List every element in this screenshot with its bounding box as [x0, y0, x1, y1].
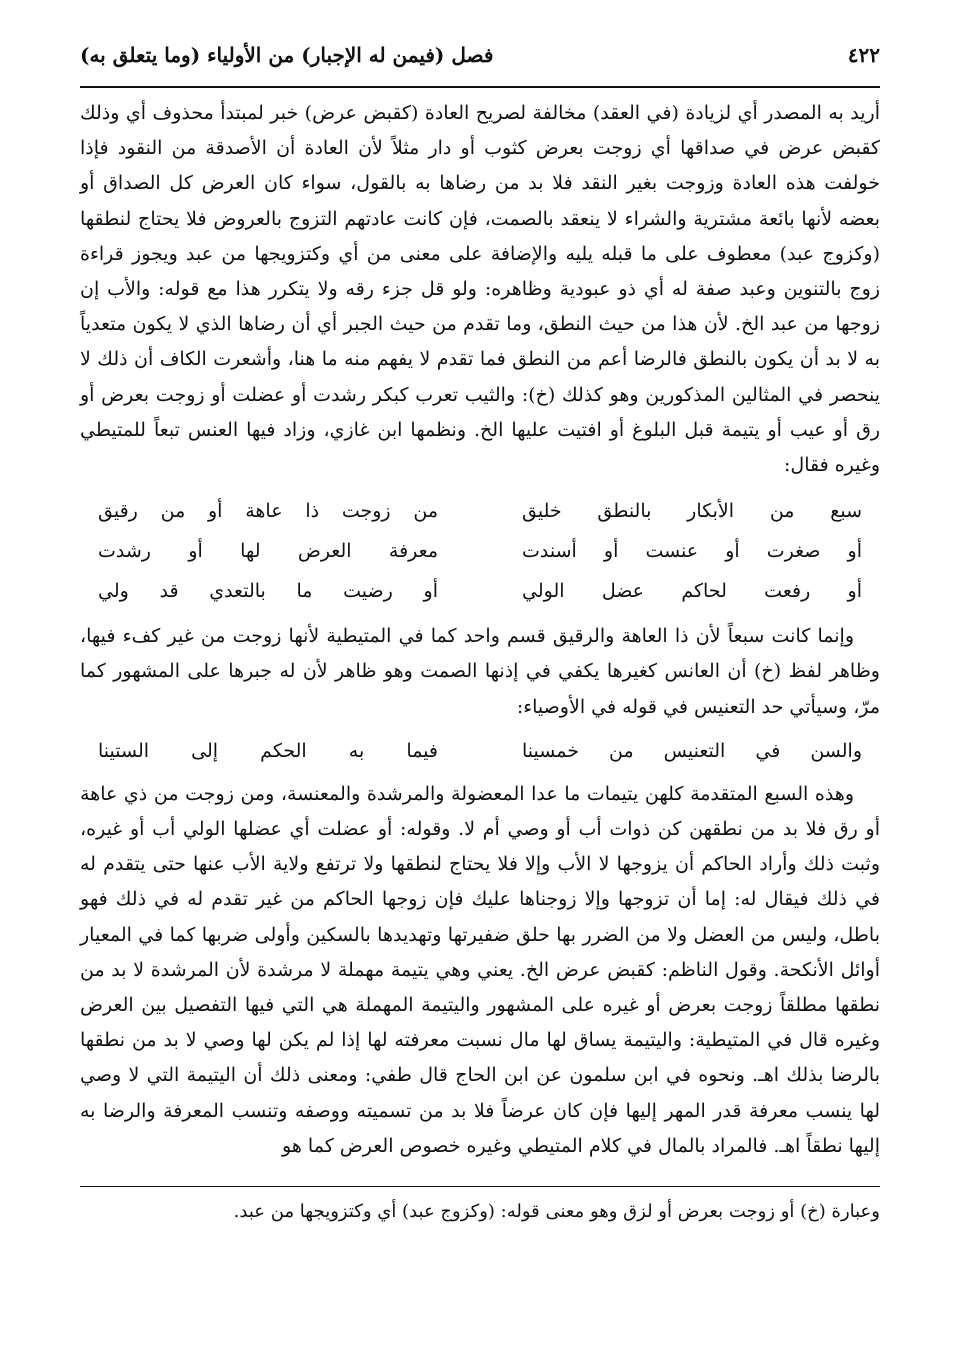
verse-right-hemistich: سبع من الأبكار بالنطق خليق: [522, 500, 862, 523]
verse-right-hemistich: أو رفعت لحاكم عضل الولي: [522, 580, 862, 603]
verse-left-hemistich: من زوجت ذا عاهة أو من رقيق: [98, 500, 438, 523]
verse-line: [80, 571, 880, 611]
verse-right-hemistich: والسن في التعنيس من خمسينا: [522, 739, 862, 762]
verse-left-hemistich: معرفة العرض لها أو رشدت: [98, 540, 438, 563]
verse-right-hemistich: أو صغرت أو عنست أو أسندت: [522, 540, 862, 563]
running-head: [80, 30, 880, 80]
verse-line: [80, 731, 880, 771]
verse-left-hemistich: فيما به الحكم إلى الستينا: [98, 739, 438, 762]
verse-left-hemistich: أو رضيت ما بالتعدي قد ولي: [98, 580, 438, 603]
footnote-rule: [80, 1186, 880, 1187]
paragraph: أريد به المصدر أي لزيادة (في العقد) مخالفة لصريح العادة (كقبض عرض) خبر لمبتدأ محذوف أي وذلك كقبض عرض في صداقها أي زوجت بعرض كثوب أو دار مثلاً لأن العادة أن الأصدقة من النقود فإذا خولفت هذه العادة وزوجت بغير النقد فلا بد من رضاها به بالقول، سواء كان العرض كل الصداق أو بعضه لأنها بائعة مشترية والشراء لا ينعقد بالصمت، فإن كانت عادتهم التزوج بالعروض فلا يحتاج لنطقها (وكزوج عبد) معطوف على ما قبله يليه والإضافة على معنى من أي وكتزويجها من عبد ويجوز قراءة زوج بالتنوين وعبد صفة له أي ذو عبودية وظاهره: ولو قل جزء رقه ولا يتكرر هذا مع قوله: والأب إن زوجها من عبد الخ. لأن هذا من حيث النطق، وما تقدم من حيث الجبر أي أن رضاها الذي لا يكون متعدياً به لا بد أن يكون بالنطق فالرضا أعم من النطق فما تقدم لا يفهم منه ما هنا، وأشعرت الكاف أن ذلك لا ينحصر في المثالين المذكورين وهو كذلك (خ): والثيب تعرب كبكر رشدت أو عضلت أو زوجت بعرض أو رق أو عيب أو يتيمة قبل البلوغ أو افتيت عليها الخ. ونظمها ابن غازي، وزاد فيها العنس تبعاً للمتيطي وغيره فقال:: [80, 102, 880, 477]
footnote: وعبارة (خ) أو زوجت بعرض أو لزق وهو معنى قوله: (وكزوج عبد) أي وكتزويجها من عبد.: [233, 1201, 880, 1223]
page-number: ٤٢٢: [847, 43, 880, 67]
verse-line: [80, 491, 880, 531]
paragraph: وهذه السبع المتقدمة كلهن يتيمات ما عدا المعضولة والمرشدة والمعنسة، ومن زوجت من ذي عاهة أو رق فلا بد من نطقهن كن ذوات أب أو وصي أم لا. وقوله: أو عضلت أي عضلها الولي أب أو غيره، وثبت ذلك وأراد الحاكم أن يزوجها لا الأب وإلا فلا يحتاج لنطقها ولا ترتفع ولاية الأب عنها حتى يتقدم له في ذلك فيقال له: إما أن تزوجها وإلا زوجناها عليك فإن زوجها الحاكم من غير تقدم له في ذلك فهو باطل، وليس من العضل ولا من الضرر بها حلق ضفيرتها وتهديدها بالسكين وأولى ضربها كما في المعيار أوائل الأنكحة. وقول الناظم: كقبض عرض الخ. يعني وهي يتيمة مهملة لا مرشدة لأن المرشدة لا بد من نطقها مطلقاً زوجت بعرض أو غيره على المشهور واليتيمة المهملة هي التي فيها التفصيل بين العرض وغيره قال في المتيطية: واليتيمة يساق لها مال نسبت معرفته لها إذا لم يكن لها وصي لا بد من نطقها بالرضا بذلك اهـ. ونحوه في ابن سلمون عن ابن الحاج قال طفي: ومعنى ذلك أن اليتيمة التي لا وصي لها ينسب معرفة قدر المهر إليها فإن كان عرضاً فلا بد من تسميته ووصفه وتنسب المعرفة والرضا به إليها نطقاً اهـ. فالمراد بالمال في كلام المتيطي وغيره خصوص العرض كما هو: [80, 782, 880, 1157]
poem-ibn-ghazi: [80, 491, 880, 611]
running-title: فصل (فيمن له الإجبار) من الأولياء (وما يتعلق به): [80, 43, 494, 67]
header-rule: [80, 86, 880, 88]
main-text: [80, 96, 880, 1164]
poem-awsiya: [80, 731, 880, 771]
book-page: [80, 30, 880, 1330]
verse-line: [80, 531, 880, 571]
paragraph: وإنما كانت سبعاً لأن ذا العاهة والرقيق قسم واحد كما في المتيطية لأنها زوجت من غير كفء فيها، وظاهر لفظ (خ) أن العانس كغيرها يكفي في إذنها الصمت وهو ظاهر لأن له جبرها على المشهور كما مرّ، وسيأتي حد التعنيس في قوله في الأوصياء:: [80, 625, 880, 718]
